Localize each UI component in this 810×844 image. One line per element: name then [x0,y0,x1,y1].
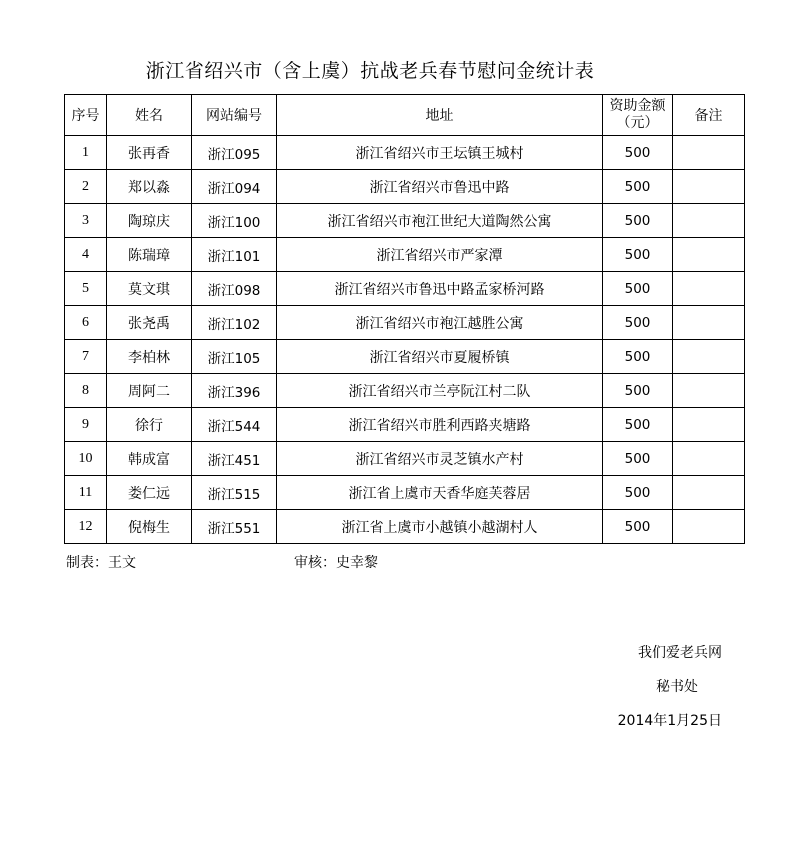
cell-index: 3 [65,204,107,238]
table-row [65,442,745,476]
cell-name: 李柏林 [107,340,192,374]
cell-remark [673,170,745,204]
cell-code: 浙江100 [192,204,277,238]
document-title: 浙江省绍兴市（含上虞）抗战老兵春节慰问金统计表 [145,60,595,82]
cell-name: 徐行 [107,408,192,442]
cell-name: 郑以淼 [107,170,192,204]
table-row [65,204,745,238]
cell-address: 浙江省绍兴市袍江越胜公寓 [277,306,603,340]
cell-code: 浙江544 [192,408,277,442]
prepared-by: 制表：王文 [66,555,136,571]
header-amount-line1: 资助金额 [609,98,666,114]
cell-address: 浙江省上虞市天香华庭芙蓉居 [277,476,603,510]
cell-amount: 500 [603,374,673,408]
cell-remark [673,408,745,442]
veterans-table [64,94,745,544]
cell-address: 浙江省绍兴市严家潭 [277,238,603,272]
cell-amount: 500 [603,238,673,272]
cell-remark [673,306,745,340]
cell-remark [673,340,745,374]
cell-remark [673,204,745,238]
table-row [65,408,745,442]
cell-name: 周阿二 [107,374,192,408]
cell-name: 张再香 [107,136,192,170]
header-code: 网站编号 [192,95,277,136]
cell-amount: 500 [603,306,673,340]
table-row [65,272,745,306]
cell-amount: 500 [603,170,673,204]
cell-address: 浙江省绍兴市胜利西路夹塘路 [277,408,603,442]
cell-amount: 500 [603,204,673,238]
cell-address: 浙江省绍兴市袍江世纪大道陶然公寓 [277,204,603,238]
header-address: 地址 [277,95,603,136]
signature-dept: 秘书处 [656,679,698,695]
cell-amount: 500 [603,510,673,544]
cell-name: 张尧禹 [107,306,192,340]
reviewed-by: 审核：史幸黎 [294,555,378,571]
cell-amount: 500 [603,340,673,374]
table-row [65,340,745,374]
cell-amount: 500 [603,476,673,510]
cell-remark [673,476,745,510]
header-remark: 备注 [673,95,745,136]
cell-index: 4 [65,238,107,272]
cell-amount: 500 [603,136,673,170]
cell-code: 浙江102 [192,306,277,340]
cell-index: 11 [65,476,107,510]
header-name: 姓名 [107,95,192,136]
cell-code: 浙江094 [192,170,277,204]
cell-index: 12 [65,510,107,544]
cell-address: 浙江省绍兴市鲁迅中路 [277,170,603,204]
table-row [65,170,745,204]
cell-code: 浙江515 [192,476,277,510]
cell-index: 6 [65,306,107,340]
signature-org: 我们爱老兵网 [638,645,722,661]
cell-index: 9 [65,408,107,442]
cell-amount: 500 [603,442,673,476]
cell-index: 7 [65,340,107,374]
table-row [65,476,745,510]
cell-remark [673,374,745,408]
cell-name: 莫文琪 [107,272,192,306]
cell-remark [673,272,745,306]
cell-remark [673,238,745,272]
cell-code: 浙江551 [192,510,277,544]
cell-remark [673,136,745,170]
cell-name: 陶琼庆 [107,204,192,238]
cell-remark [673,510,745,544]
signature-date: 2014年1月25日 [617,713,722,729]
cell-address: 浙江省绍兴市王坛镇王城村 [277,136,603,170]
table-row [65,306,745,340]
table-header-row [65,95,745,136]
cell-amount: 500 [603,408,673,442]
table-row [65,510,745,544]
cell-address: 浙江省绍兴市兰亭阮江村二队 [277,374,603,408]
cell-address: 浙江省绍兴市灵芝镇水产村 [277,442,603,476]
cell-index: 10 [65,442,107,476]
table-row [65,374,745,408]
cell-name: 陈瑞璋 [107,238,192,272]
header-index: 序号 [65,95,107,136]
table-row [65,238,745,272]
cell-code: 浙江095 [192,136,277,170]
cell-index: 2 [65,170,107,204]
cell-address: 浙江省绍兴市鲁迅中路孟家桥河路 [277,272,603,306]
cell-name: 娄仁远 [107,476,192,510]
cell-code: 浙江451 [192,442,277,476]
table-row [65,136,745,170]
cell-index: 8 [65,374,107,408]
cell-remark [673,442,745,476]
cell-code: 浙江105 [192,340,277,374]
cell-address: 浙江省绍兴市夏履桥镇 [277,340,603,374]
cell-index: 5 [65,272,107,306]
cell-code: 浙江101 [192,238,277,272]
cell-address: 浙江省上虞市小越镇小越湖村人 [277,510,603,544]
header-amount-line2: （元） [616,115,659,131]
cell-code: 浙江396 [192,374,277,408]
cell-amount: 500 [603,272,673,306]
cell-index: 1 [65,136,107,170]
cell-code: 浙江098 [192,272,277,306]
cell-name: 倪梅生 [107,510,192,544]
cell-name: 韩成富 [107,442,192,476]
header-amount [603,95,673,136]
